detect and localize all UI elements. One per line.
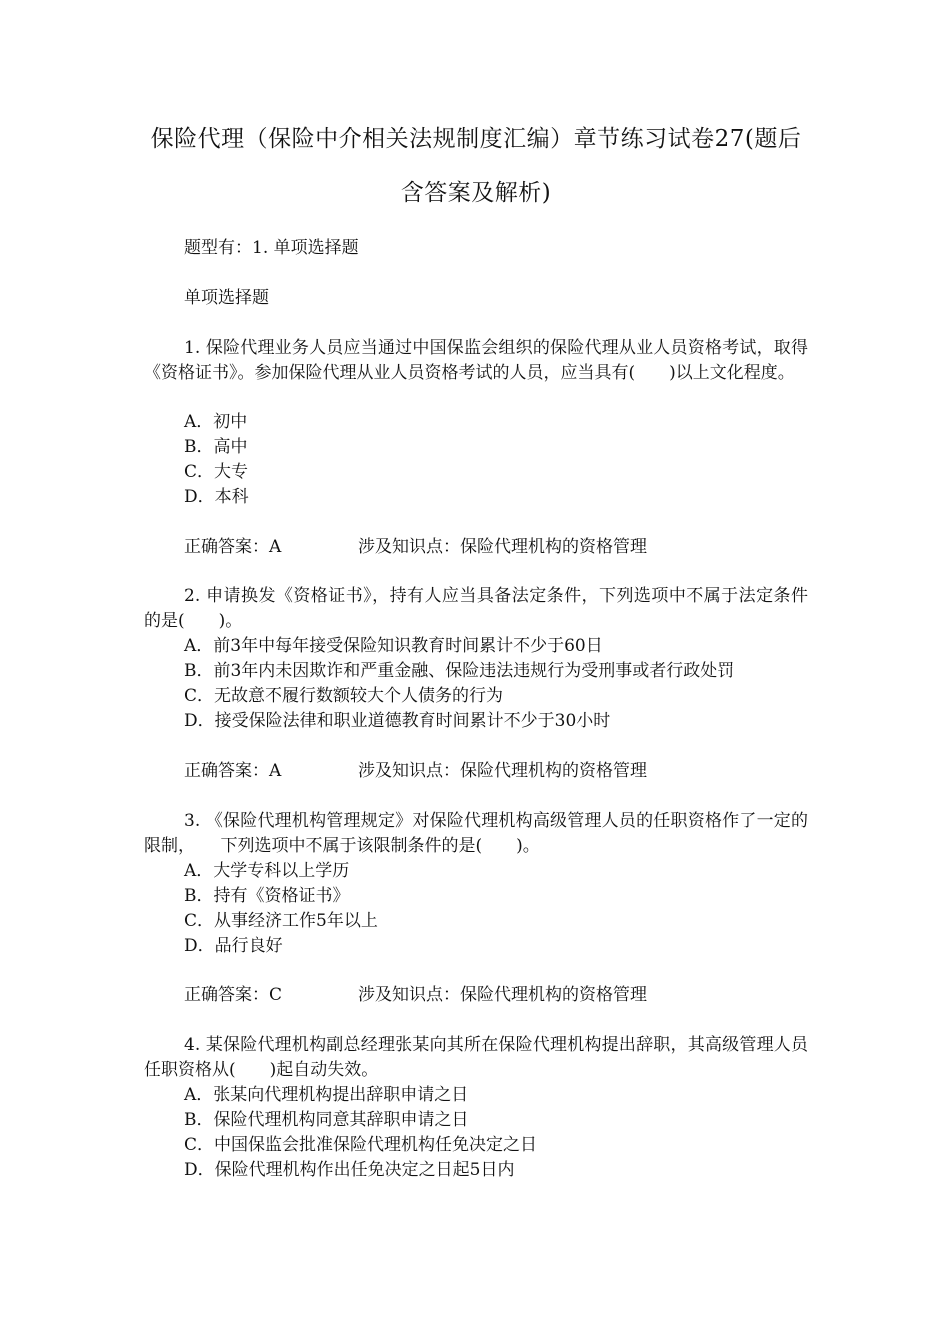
question-1-answer-row	[184, 535, 647, 560]
question-2-option-c: C．无故意不履行数额较大个人债务的行为	[184, 686, 504, 706]
question-3-answer: 正确答案：C	[184, 985, 283, 1005]
question-2-answer: 正确答案：A	[184, 761, 282, 781]
question-4-option-d: D．保险代理机构作出任免决定之日起5日内	[184, 1160, 515, 1180]
question-1-option-c: C．大专	[184, 462, 249, 482]
document-title: 保险代理（保险中介相关法规制度汇编）章节练习试卷27(题后含答案及解析)	[150, 126, 802, 206]
question-3-stem: 3. 《保险代理机构管理规定》对保险代理机构高级管理人员的任职资格作了一定的限制， 下列选项中不属于该限制条件的是( )。	[144, 811, 808, 856]
question-2-stem: 2. 申请换发《资格证书》，持有人应当具备法定条件，下列选项中不属于法定条件的是( )。	[144, 586, 808, 631]
question-4-stem: 4. 某保险代理机构副总经理张某向其所在保险代理机构提出辞职，其高级管理人员任职资格从( )起自动失效。	[144, 1035, 808, 1080]
question-1-answer: 正确答案：A	[184, 537, 282, 557]
question-3-option-a: A．大学专科以上学历	[184, 861, 350, 881]
question-1-stem: 1. 保险代理业务人员应当通过中国保监会组织的保险代理从业人员资格考试，取得《资格证书》。参加保险代理从业人员资格考试的人员，应当具有( )以上文化程度。	[144, 338, 808, 383]
question-2-option-d: D．接受保险法律和职业道德教育时间累计不少于30小时	[184, 711, 611, 731]
question-3-knowledge: 涉及知识点：保险代理机构的资格管理	[358, 985, 647, 1005]
question-2-knowledge: 涉及知识点：保险代理机构的资格管理	[358, 761, 647, 781]
question-3-option-c: C．从事经济工作5年以上	[184, 911, 378, 931]
question-types: 题型有：1. 单项选择题	[184, 238, 359, 258]
question-1-knowledge: 涉及知识点：保险代理机构的资格管理	[358, 537, 647, 557]
question-1-option-d: D．本科	[184, 487, 249, 507]
question-2-option-b: B．前3年内未因欺诈和严重金融、保险违法违规行为受刑事或者行政处罚	[184, 661, 735, 681]
question-3-option-d: D．品行良好	[184, 936, 283, 956]
question-2-option-a: A．前3年中每年接受保险知识教育时间累计不少于60日	[184, 636, 603, 656]
question-4-option-c: C．中国保监会批准保险代理机构任免决定之日	[184, 1135, 538, 1155]
section-heading: 单项选择题	[184, 288, 269, 308]
question-4-option-b: B．保险代理机构同意其辞职申请之日	[184, 1110, 469, 1130]
question-1-option-a: A．初中	[184, 412, 248, 432]
question-3-answer-row	[184, 983, 647, 1008]
question-3-option-b: B．持有《资格证书》	[184, 886, 350, 906]
question-1-option-b: B．高中	[184, 437, 248, 457]
question-2-answer-row	[184, 759, 647, 784]
question-4-option-a: A．张某向代理机构提出辞职申请之日	[184, 1085, 469, 1105]
